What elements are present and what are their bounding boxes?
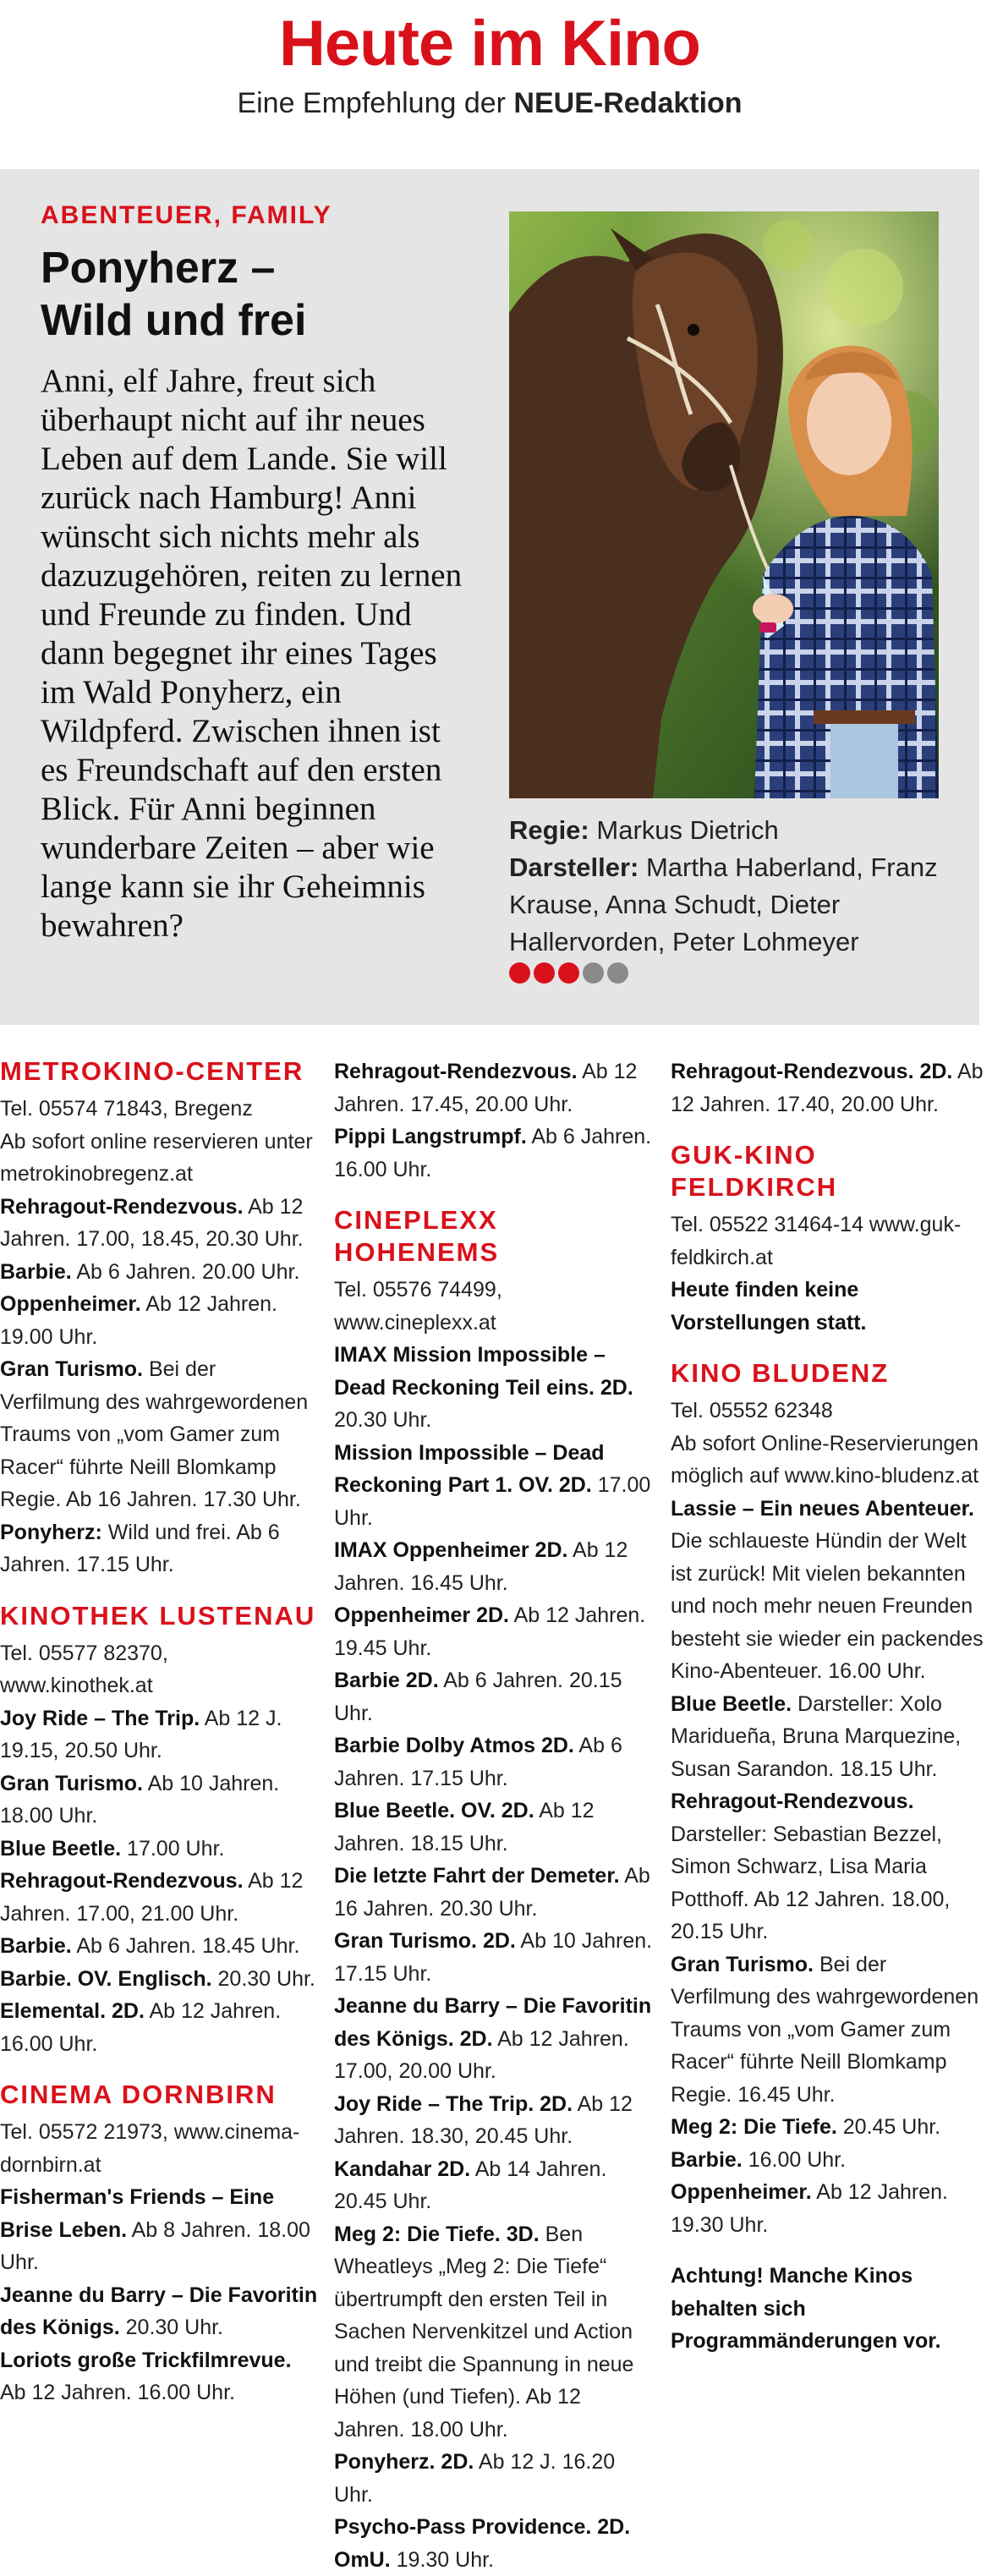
film-name: Gran Turismo. 2D.: [334, 1929, 516, 1953]
listing-details: Ab 16 Jahren. 20.30 Uhr.: [334, 1864, 650, 1921]
cinema-name: CINEPLEXX HOHENEMS: [334, 1205, 500, 1267]
film-name: Gran Turismo.: [671, 1952, 814, 1976]
listing-details: Ab 12 Jahren. 17.00, 21.00 Uhr.: [0, 1869, 304, 1926]
listing-details: Ab 12 Jahren. 17.45, 20.00 Uhr.: [334, 1060, 638, 1116]
director-label: Regie:: [509, 815, 589, 845]
listing-entry: [0, 1191, 321, 1256]
listing-details: Tel. 05552 62348: [671, 1399, 833, 1422]
film-name: Oppenheimer 2D.: [334, 1603, 509, 1627]
film-name: Ponyherz:: [0, 1520, 102, 1544]
listing-entry: [0, 1930, 321, 1963]
film-still-illustration: [509, 211, 939, 798]
listing-column-2: [334, 1055, 655, 2576]
listing-details: Darsteller: Sebastian Bezzel, Simon Schwarz, Lisa Maria Potthoff. Ab 12 Jahren. 18.00, 20.15 Uhr.: [671, 1822, 951, 1943]
listing-details: Ab sofort Online-Reservierungen möglich auf www.kino-bludenz.at: [671, 1431, 979, 1488]
listing-entry: [334, 2511, 655, 2576]
film-name: Mission Impossible – Dead Reckoning Part 1. OV. 2D.: [334, 1440, 605, 1497]
listing-column-3: [671, 1055, 992, 2358]
listing-details: Ben Wheatleys „Meg 2: Die Tiefe“ übertrumpft den ersten Teil in Sachen Nervenkitzel und Action und treibt die Spannung in neue Höhen (und Tiefen). Ab 12 Jahren. 18.00 Uhr.: [334, 2222, 634, 2442]
listing-entry: [671, 2176, 992, 2241]
listing-details: Tel. 05576 74499, www.cineplexx.at: [334, 1278, 502, 1335]
listing-details: 17.00 Uhr.: [121, 1836, 225, 1861]
cinema-name: GUK-KINO FELDKIRCH: [671, 1140, 838, 1202]
listing-entry: [0, 1995, 321, 2060]
cast-names: Martha Haberland, Franz Krause, Anna Schudt, Dieter Hallervorden, Peter Lohmeyer: [509, 852, 938, 956]
listing-entry: [334, 1599, 655, 1664]
listing-entry: [334, 1055, 655, 1121]
film-name: Oppenheimer.: [0, 1292, 141, 1316]
program-note: [671, 2260, 992, 2358]
listing-details: Ab 12 Jahren. 18.15 Uhr.: [334, 1799, 595, 1855]
listing-details: Ab 12 Jahren. 16.00 Uhr.: [0, 1999, 282, 2056]
film-genre: ABENTEUER, FAMILY: [41, 201, 332, 229]
film-name: Jeanne du Barry – Die Favoritin des Königs.: [0, 2283, 318, 2339]
listing-details: Tel. 05577 82370, www.kinothek.at: [0, 1641, 168, 1697]
listing-entry: [334, 1729, 655, 1795]
listing-details: Tel. 05522 31464-14 www.guk-feldkirch.at: [671, 1213, 962, 1269]
rating-dot-empty: [607, 962, 628, 984]
film-name: Elemental. 2D.: [0, 1999, 145, 2023]
film-name: IMAX Mission Impossible – Dead Reckoning Teil eins. 2D.: [334, 1343, 633, 1400]
rating-dot-filled: [534, 962, 555, 984]
listing-entry: [0, 1963, 321, 1996]
listing-entry: [671, 1274, 992, 1339]
film-name: Ponyherz. 2D.: [334, 2450, 474, 2474]
film-name: Fisherman's Friends – Eine Brise Leben.: [0, 2185, 275, 2242]
listing-entry: [0, 1256, 321, 1289]
listing-entry: [334, 1860, 655, 1925]
listing-details: Ab 14 Jahren. 20.45 Uhr.: [334, 2157, 607, 2213]
listing-details: Die schlaueste Hündin der Welt ist zurück! Mit vielen bekannten und noch mehr neuen Freunden besteht sie wieder ein packendes Kino-Abenteuer. 16.00 Uhr.: [671, 1529, 984, 1683]
listing-entry: [671, 1428, 992, 1493]
film-name: Blue Beetle. OV. 2D.: [334, 1799, 534, 1822]
listing-details: 17.00 Uhr.: [334, 1473, 651, 1530]
listing-details: Bei der Verfilmung des wahrgewordenen Traums von „vom Gamer zum Racer“ führte Neill Blomkamp Regie. 16.45 Uhr.: [671, 1952, 979, 2107]
listing-entry: [671, 2111, 992, 2144]
cinema-name: CINEMA DORNBIRN: [0, 2080, 277, 2109]
director-name: Markus Dietrich: [596, 815, 779, 845]
listing-entry: [671, 2144, 992, 2177]
listing-entry: [334, 2088, 655, 2153]
listing-details: Wild und frei. Ab 6 Jahren. 17.15 Uhr.: [0, 1520, 280, 1576]
page-subtitle: [0, 86, 979, 120]
listing-entry: [334, 1925, 655, 1990]
listing-details: Ab 12 Jahren. 17.00, 20.00 Uhr.: [334, 2026, 629, 2083]
film-name: Achtung! Manche Kinos behalten sich Programmänderungen vor.: [671, 2264, 941, 2353]
film-name: IMAX Oppenheimer 2D.: [334, 1538, 568, 1562]
rating-dot-filled: [558, 962, 579, 984]
listing-details: Ab 10 Jahren. 17.15 Uhr.: [334, 1929, 653, 1986]
film-name: Barbie Dolby Atmos 2D.: [334, 1734, 574, 1757]
listing-details: Ab 6 Jahren. 18.45 Uhr.: [71, 1934, 300, 1958]
listing-details: Ab 12 Jahren. 19.30 Uhr.: [671, 2180, 948, 2237]
film-name: Rehragout-Rendezvous. 2D.: [671, 1060, 953, 1083]
listing-details: Bei der Verfilmung des wahrgewordenen Traums von „vom Gamer zum Racer“ führte Neill Blomkamp Regie. Ab 16 Jahren. 17.30 Uhr.: [0, 1357, 309, 1511]
listing-entry: [334, 1795, 655, 1860]
cinema-name: METROKINO-CENTER: [0, 1056, 304, 1086]
film-name: Jeanne du Barry – Die Favoritin des Königs. 2D.: [334, 1994, 652, 2051]
listing-entry: [0, 1353, 321, 1516]
listing-details: Ab 10 Jahren. 18.00 Uhr.: [0, 1771, 280, 1828]
listing-details: Ab 12 Jahren. 16.00 Uhr.: [0, 2381, 235, 2404]
film-name: Joy Ride – The Trip. 2D.: [334, 2091, 573, 2116]
listing-details: Ab 12 J. 16.20 Uhr.: [334, 2450, 616, 2507]
cinema-listings: [0, 1055, 984, 2572]
listing-details: Ab 12 Jahren. 17.00, 18.45, 20.30 Uhr.: [0, 1194, 304, 1251]
film-name: Joy Ride – The Trip.: [0, 1706, 200, 1730]
listing-details: Darsteller: Xolo Maridueña, Bruna Marquezine, Susan Sarandon. 18.15 Uhr.: [671, 1691, 962, 1781]
listing-entry: [671, 1055, 992, 1121]
listing-details: Ab 12 Jahren. 19.00 Uhr.: [0, 1292, 277, 1349]
listing-column-1: [0, 1055, 321, 2409]
listing-details: Ab 6 Jahren. 17.15 Uhr.: [334, 1734, 622, 1790]
listing-entry: [0, 1865, 321, 1930]
film-name: Gran Turismo.: [0, 1771, 144, 1795]
film-name: Oppenheimer.: [671, 2180, 812, 2204]
film-name: Meg 2: Die Tiefe. 3D.: [334, 2222, 540, 2246]
listing-details: Ab 6 Jahren. 20.00 Uhr.: [71, 1259, 300, 1284]
listing-entry: [671, 1493, 992, 1688]
listing-entry: [671, 1209, 992, 1274]
listing-entry: [334, 1339, 655, 1437]
rating-dot-filled: [509, 962, 530, 984]
subtitle-brand: NEUE-Redaktion: [513, 87, 743, 119]
listing-details: Tel. 05574 71843, Bregenz: [0, 1097, 253, 1121]
page-title: Heute im Kino: [279, 8, 700, 79]
film-name: Meg 2: Die Tiefe.: [671, 2115, 837, 2139]
rating-dot-empty: [583, 962, 604, 984]
film-credits: [509, 812, 957, 961]
listing-details: Tel. 05572 21973, www.cinema-dornbirn.at: [0, 2120, 300, 2177]
featured-film-box: [0, 169, 979, 1025]
listing-details: Ab 12 Jahren. 18.30, 20.45 Uhr.: [334, 2091, 633, 2148]
listing-entry: [0, 1833, 321, 1866]
film-name: Kandahar 2D.: [334, 2157, 471, 2181]
listing-details: Ab 12 Jahren. 19.45 Uhr.: [334, 1603, 646, 1660]
film-name: Loriots große Trickfilmrevue.: [0, 2348, 292, 2372]
listing-entry: [0, 1637, 321, 1702]
listing-entry: [0, 1288, 321, 1353]
film-name: Lassie – Ein neues Abenteuer.: [671, 1496, 974, 1521]
listing-entry: [0, 1702, 321, 1768]
cast-label: Darsteller:: [509, 852, 639, 882]
listing-entry: [334, 1437, 655, 1535]
listing-entry: [671, 1395, 992, 1428]
listing-details: Ab 12 Jahren. 16.45 Uhr.: [334, 1538, 628, 1595]
listing-entry: [334, 2446, 655, 2511]
listing-entry: [334, 2153, 655, 2218]
listing-details: Ab 8 Jahren. 18.00 Uhr.: [0, 2217, 310, 2274]
listing-entry: [671, 1688, 992, 1786]
listing-entry: [0, 2116, 321, 2181]
listing-entry: [334, 1121, 655, 1186]
film-name: Barbie 2D.: [334, 1669, 439, 1692]
rating-dots: [509, 962, 628, 984]
listing-entry: [671, 1948, 992, 2112]
film-name: Barbie.: [0, 1259, 72, 1284]
film-name: Blue Beetle.: [0, 1836, 122, 1861]
film-title: [41, 242, 480, 347]
page-header: [0, 0, 979, 169]
listing-details: 20.30 Uhr.: [334, 1408, 432, 1432]
cinema-name: KINOTHEK LUSTENAU: [0, 1600, 316, 1631]
listing-details: Ab 6 Jahren. 16.00 Uhr.: [334, 1125, 652, 1181]
listing-entry: [0, 1516, 321, 1581]
listing-entry: [0, 2344, 321, 2409]
film-name: Rehragout-Rendezvous.: [671, 1789, 914, 1813]
listing-details: 20.45 Uhr.: [836, 2115, 941, 2139]
listing-details: Ab 12 J. 19.15, 20.50 Uhr.: [0, 1706, 282, 1762]
listing-entry: [0, 2279, 321, 2344]
listing-entry: [334, 1990, 655, 2088]
film-name: Psycho-Pass Providence. 2D. OmU.: [334, 2515, 631, 2572]
listing-entry: [0, 1768, 321, 1833]
listing-entry: [334, 1534, 655, 1599]
listing-details: Ab 12 Jahren. 17.40, 20.00 Uhr.: [671, 1060, 984, 1116]
film-name: Blue Beetle.: [671, 1691, 792, 1716]
film-description: Anni, elf Jahre, freut sich überhaupt nicht auf ihr neues Leben auf dem Lande. Sie will zurück nach Hamburg! Anni wünscht sich nichts mehr als dazuzugehören, reiten zu lernen und Freunde zu finden. Und dann begegnet ihr eines Tages im Wald Ponyherz, ein Wildpferd. Zwischen ihnen ist es Freundschaft auf den ersten Blick. Für Anni beginnen wunderbare Zeiten – aber wie lange kann sie ihr Geheimnis bewahren?: [41, 363, 463, 944]
listing-details: Ab sofort online reservieren unter metrokinobregenz.at: [0, 1129, 313, 1186]
listing-details: Ab 6 Jahren. 20.15 Uhr.: [334, 1669, 622, 1725]
film-name: Rehragout-Rendezvous.: [0, 1869, 244, 1893]
film-name: Barbie. OV. Englisch.: [0, 1966, 212, 1991]
listing-details: 20.30 Uhr.: [211, 1966, 315, 1991]
cinema-name: KINO BLUDENZ: [671, 1358, 890, 1388]
film-still-image: [509, 211, 939, 798]
listing-details: 19.30 Uhr.: [390, 2547, 494, 2572]
film-name: Rehragout-Rendezvous.: [334, 1060, 578, 1083]
listing-entry: [334, 1664, 655, 1729]
listing-entry: [334, 1274, 655, 1339]
film-name: Pippi Langstrumpf.: [334, 1125, 527, 1148]
film-name: Barbie.: [671, 2147, 743, 2172]
listing-entry: [671, 1785, 992, 1948]
listing-details: 20.30 Uhr.: [119, 2316, 223, 2339]
film-name: Gran Turismo.: [0, 1357, 144, 1381]
film-name: Barbie.: [0, 1934, 72, 1958]
listing-entry: [0, 2181, 321, 2279]
subtitle-prefix: Eine Empfehlung der: [237, 87, 514, 119]
film-title-line-2: Wild und frei: [41, 296, 307, 345]
listing-entry: [0, 1126, 321, 1191]
listing-entry: [0, 1093, 321, 1126]
film-name: Rehragout-Rendezvous.: [0, 1194, 244, 1219]
film-name: Heute finden keine Vorstellungen statt.: [671, 1278, 867, 1335]
listing-details: 16.00 Uhr.: [742, 2147, 847, 2172]
listing-entry: [334, 2218, 655, 2447]
film-title-line-1: Ponyherz –: [41, 244, 276, 293]
film-name: Die letzte Fahrt der Demeter.: [334, 1864, 620, 1888]
